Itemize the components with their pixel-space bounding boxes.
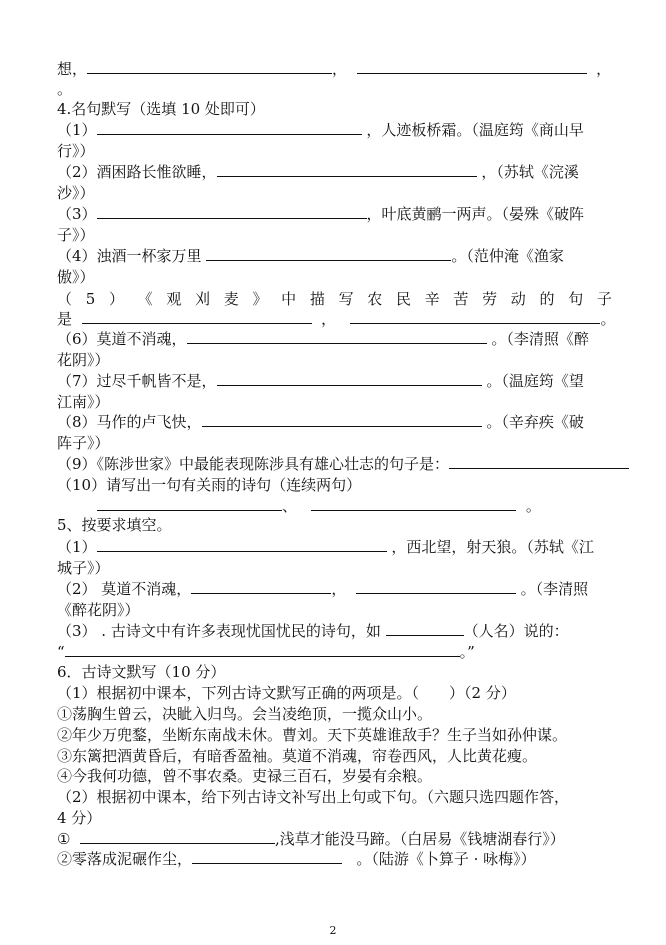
question-5-3: （3） . 古诗文中有许多表现忧国忧民的诗句，如 （人名）说的： — [57, 622, 569, 640]
question-6-2: （2）根据初中课本，给下列古诗文补写出上句或下句。（六题只选四题作答， — [57, 788, 570, 806]
question-4-10: （10）请写出一句有关雨的诗句（连续两句） — [57, 476, 362, 494]
answer-blank[interactable] — [80, 829, 275, 844]
answer-blank[interactable] — [97, 496, 282, 511]
line-15: 花阴》） — [57, 351, 110, 369]
option-3: ③东篱把酒黄昏后，有暗香盈袖。莫道不消魂，帘卷西风，人比黄花瘦。 — [57, 747, 538, 765]
question-4-3: （3） ，叶底黄鹂一两声。（晏殊《破阵 — [57, 205, 585, 223]
question-4-7: （7）过尽千帆皆不是， 。（温庭筠《望 — [57, 372, 584, 390]
answer-blank[interactable] — [206, 246, 451, 261]
answer-blank[interactable] — [97, 537, 387, 552]
option-4: ④今我何功德，曾不事农桑。吏禄三百石，岁晏有余粮。 — [57, 767, 433, 785]
answer-blank[interactable] — [357, 59, 587, 74]
answer-blank[interactable] — [65, 642, 460, 657]
line-29: “ 。” — [57, 643, 475, 661]
answer-blank[interactable] — [449, 454, 629, 469]
question-6-1: （1）根据初中课本，下列古诗文默写正确的两项是。（ ）（2 分） — [57, 684, 516, 702]
answer-blank[interactable] — [386, 621, 464, 636]
answer-blank[interactable] — [202, 412, 482, 427]
page-number: 2 — [329, 924, 337, 937]
answer-blank[interactable] — [311, 496, 516, 511]
line-02: 。 — [57, 80, 73, 98]
section-4-heading: 4.名句默写（选填 10 处即可） — [57, 100, 265, 118]
question-5-2: （2） 莫道不消魂， ， 。（李清照 — [57, 580, 589, 598]
answer-blank[interactable] — [97, 120, 362, 135]
answer-blank[interactable] — [87, 59, 332, 74]
line-22: 、 。 — [57, 496, 541, 516]
line-09: 子》） — [57, 226, 95, 244]
answer-blank[interactable] — [356, 579, 516, 594]
question-4-2: （2）酒困路长惟欲睡， ，（苏轼《浣溪 — [57, 163, 579, 181]
line-01: 想， ， ， — [57, 60, 612, 78]
question-4-1: （1） ，人迹板桥霜。（温庭筠《商山早 — [57, 121, 584, 139]
line-05: 行》） — [57, 142, 95, 160]
question-5-1: （1） ，西北望，射天狼。（苏轼《江 — [57, 538, 594, 556]
answer-blank[interactable] — [187, 329, 487, 344]
line-27: 《醉花阴》） — [57, 601, 140, 619]
answer-blank[interactable] — [350, 309, 600, 324]
line-07: 沙》） — [57, 184, 95, 202]
line-17: 江南》） — [57, 393, 110, 411]
question-6-2-1: ① ,浅草才能没马蹄。（白居易《钱塘湖春行》） — [57, 830, 565, 848]
option-2: ②年少万兜鍪，坐断东南战未休。曹刘。天下英雄谁敌手？生子当如孙仲谋。 — [57, 726, 568, 744]
answer-blank[interactable] — [217, 162, 477, 177]
answer-blank[interactable] — [192, 849, 342, 864]
answer-blank[interactable] — [97, 204, 367, 219]
question-6-2-2: ②零落成泥碾作尘， 。（陆游《卜算子 · 咏梅》） — [57, 850, 536, 868]
question-4-9: （9）《陈涉世家》中最能表现陈涉具有雄心壮志的句子是： — [57, 454, 629, 474]
question-4-4: （4）浊酒一杯家万里 。（范仲淹《渔家 — [57, 247, 564, 265]
line-11: 傲》） — [57, 268, 95, 286]
line-19: 阵子》） — [57, 434, 110, 452]
question-4-8: （8）马作的卢飞快， 。（辛弃疾《破 — [57, 413, 584, 431]
answer-blank[interactable] — [191, 579, 331, 594]
line-37: 4 分） — [57, 809, 102, 827]
question-4-5: （ 5 ） 《 观 刈 麦 》 中 描 写 农 民 辛 苦 劳 动 的 句 子 — [57, 290, 612, 308]
line-13: 是 ， 。 — [57, 310, 616, 328]
option-1: ①荡胸生曾云，决眦入归鸟。会当凌绝顶，一揽众山小。 — [57, 705, 433, 723]
answer-blank[interactable] — [82, 309, 312, 324]
section-5-heading: 5、按要求填空。 — [57, 516, 172, 534]
question-4-6: （6）莫道不消魂， 。（李清照《醉 — [57, 330, 589, 348]
answer-blank[interactable] — [217, 371, 482, 386]
line-25: 城子》） — [57, 559, 110, 577]
section-6-heading: 6．古诗文默写（10 分） — [57, 663, 226, 681]
